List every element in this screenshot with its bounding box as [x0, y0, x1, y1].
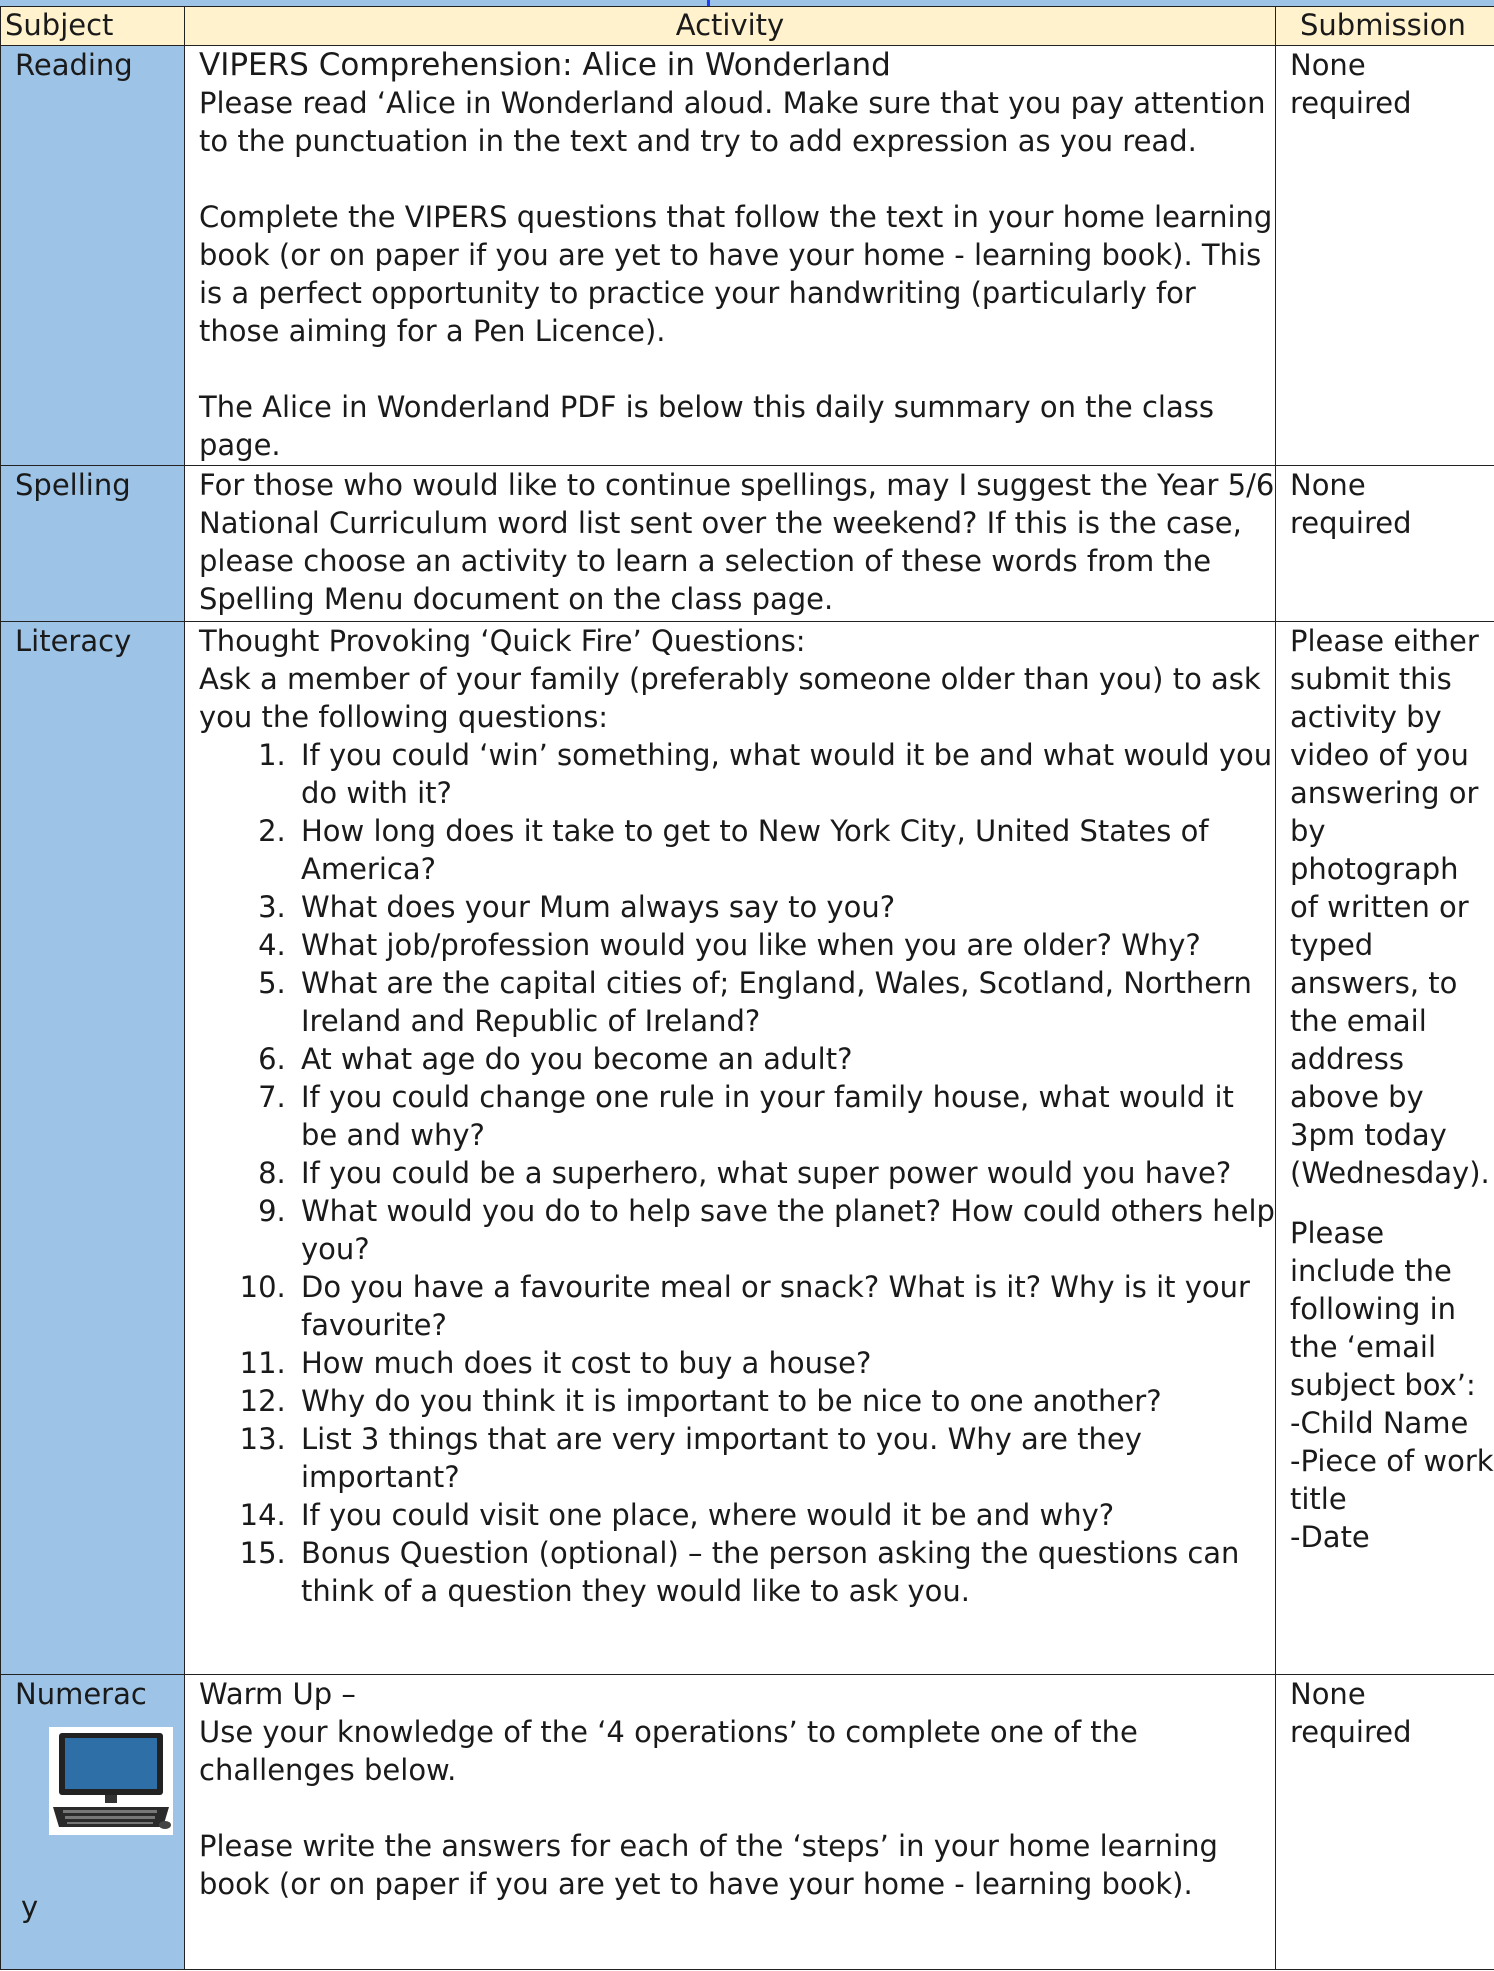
- reading-submission: None required: [1276, 46, 1494, 466]
- daily-plan-table: [0, 6, 1494, 1970]
- spelling-activity: For those who would like to continue spellings, may I suggest the Year 5/6 National Curriculum word list sent over the weekend? If this is the case, please choose an activity to learn a selection of these words from the Spelling Menu document on the class page.: [185, 466, 1276, 622]
- header-row: [1, 7, 1494, 46]
- header-activity: Activity: [185, 7, 1276, 46]
- list-item: 14. If you could visit one place, where would it be and why?: [295, 1496, 1275, 1534]
- list-item: 1. If you could ‘win’ something, what would it be and what would you do with it?: [295, 736, 1275, 812]
- list-item: 10. Do you have a favourite meal or snack? What is it? Why is it your favourite?: [295, 1268, 1275, 1344]
- literacy-intro: Ask a member of your family (preferably someone older than you) to ask you the following questions:: [199, 662, 1261, 734]
- spelling-row: [1, 466, 1494, 622]
- submission-item: -Piece of work title: [1290, 1444, 1494, 1516]
- reading-activity: [185, 46, 1276, 466]
- list-item: 3. What does your Mum always say to you?: [295, 888, 1275, 926]
- subject-spelling: Spelling: [1, 466, 185, 622]
- submission-item: -Child Name: [1290, 1406, 1469, 1440]
- numeracy-paragraph-2: Please write the answers for each of the ‘steps’ in your home learning book (or on paper if you are yet to have your home - learning book).: [199, 1829, 1218, 1901]
- list-item: 9. What would you do to help save the planet? How could others help you?: [295, 1192, 1275, 1268]
- spelling-submission: None required: [1276, 466, 1494, 622]
- numeracy-title: Warm Up –: [199, 1677, 356, 1711]
- question-list: [199, 736, 1275, 1610]
- list-item: 7. If you could change one rule in your family house, what would it be and why?: [295, 1078, 1275, 1154]
- literacy-title: Thought Provoking ‘Quick Fire’ Questions:: [199, 624, 806, 658]
- reading-row: [1, 46, 1494, 466]
- subject-literacy: Literacy: [1, 622, 185, 1675]
- computer-icon: [49, 1727, 173, 1835]
- list-item: 12. Why do you think it is important to be nice to one another?: [295, 1382, 1275, 1420]
- reading-paragraph-2: Complete the VIPERS questions that follow the text in your home learning book (or on paper if you are yet to have your home - learning book). This is a perfect opportunity to practice your handwriting (particularly for those aiming for a Pen Licence).: [199, 200, 1273, 348]
- subject-reading: Reading: [1, 46, 185, 466]
- literacy-activity: [185, 622, 1276, 1675]
- list-item: 13. List 3 things that are very important to you. Why are they important?: [295, 1420, 1275, 1496]
- list-item: 6. At what age do you become an adult?: [295, 1040, 1275, 1078]
- reading-paragraph-1: Please read ‘Alice in Wonderland aloud. Make sure that you pay attention to the punctuation in the text and try to add expression as you read.: [199, 86, 1266, 158]
- numeracy-paragraph-1: Use your knowledge of the ‘4 operations’ to complete one of the challenges below.: [199, 1715, 1138, 1787]
- subject-numeracy: [1, 1675, 185, 1970]
- literacy-submission-paragraph-1: Please either submit this activity by video of you answering or by photograph of written or typed answers, to the email address above by 3pm today (Wednesday).: [1290, 624, 1490, 1190]
- list-item: 15. Bonus Question (optional) – the person asking the questions can think of a question they would like to ask you.: [295, 1534, 1275, 1610]
- submission-item: -Date: [1290, 1520, 1370, 1554]
- literacy-submission-paragraph-2: Please include the following in the ‘email subject box’:: [1290, 1216, 1476, 1402]
- reading-title: VIPERS Comprehension: Alice in Wonderland: [199, 47, 891, 83]
- list-item: 11. How much does it cost to buy a house?: [295, 1344, 1275, 1382]
- list-item: 2. How long does it take to get to New York City, United States of America?: [295, 812, 1275, 888]
- literacy-submission: [1276, 622, 1494, 1675]
- list-item: 8. If you could be a superhero, what super power would you have?: [295, 1154, 1275, 1192]
- numeracy-row: [1, 1675, 1494, 1970]
- reading-paragraph-3: The Alice in Wonderland PDF is below this daily summary on the class page.: [199, 390, 1214, 462]
- header-submission: Submission: [1276, 7, 1494, 46]
- list-item: 5. What are the capital cities of; England, Wales, Scotland, Northern Ireland and Republic of Ireland?: [295, 964, 1275, 1040]
- literacy-row: [1, 622, 1494, 1675]
- header-subject: Subject: [1, 7, 185, 46]
- numeracy-submission: None required: [1276, 1675, 1494, 1970]
- subject-numeracy-bottom: y: [21, 1890, 39, 1924]
- list-item: 4. What job/profession would you like when you are older? Why?: [295, 926, 1275, 964]
- numeracy-activity: [185, 1675, 1276, 1970]
- subject-numeracy-top: Numerac: [15, 1677, 147, 1711]
